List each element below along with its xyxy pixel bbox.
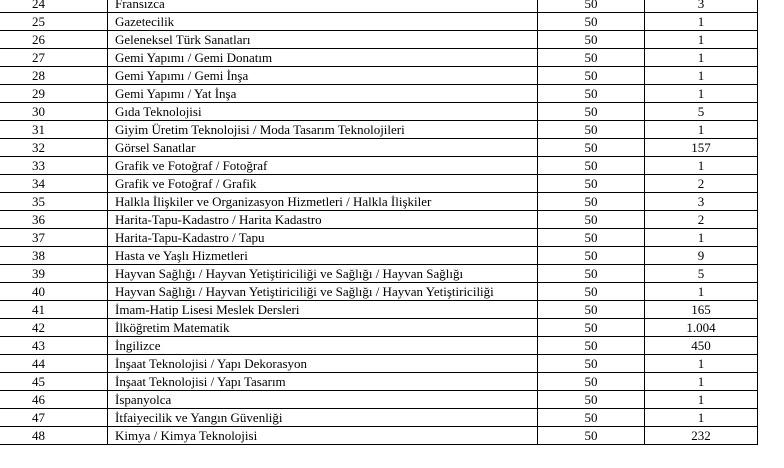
quota-cell: 50 <box>538 319 645 337</box>
quota-cell: 50 <box>538 409 645 427</box>
field-name-cell: Gıda Teknolojisi <box>108 103 538 121</box>
table-row <box>0 103 758 121</box>
row-number-cell: 48 <box>0 427 108 445</box>
row-number-cell: 34 <box>0 175 108 193</box>
table-row <box>0 13 758 31</box>
table-row <box>0 319 758 337</box>
count-cell: 1 <box>645 85 758 103</box>
quota-cell: 50 <box>538 283 645 301</box>
field-name-cell: İspanyolca <box>108 391 538 409</box>
table-row <box>0 373 758 391</box>
count-cell: 1 <box>645 355 758 373</box>
field-name-cell: Halkla İlişkiler ve Organizasyon Hizmetleri / Halkla İlişkiler <box>108 193 538 211</box>
count-cell: 1 <box>645 49 758 67</box>
count-cell: 2 <box>645 175 758 193</box>
count-cell: 1 <box>645 229 758 247</box>
field-name-cell: İlköğretim Matematik <box>108 319 538 337</box>
quota-cell: 50 <box>538 229 645 247</box>
field-name-cell: Harita-Tapu-Kadastro / Harita Kadastro <box>108 211 538 229</box>
count-cell: 5 <box>645 265 758 283</box>
table-row <box>0 427 758 445</box>
count-cell: 1 <box>645 283 758 301</box>
row-number-cell: 40 <box>0 283 108 301</box>
quota-cell: 50 <box>538 85 645 103</box>
field-name-cell: İmam-Hatip Lisesi Meslek Dersleri <box>108 301 538 319</box>
quota-cell: 50 <box>538 211 645 229</box>
row-number-cell: 25 <box>0 13 108 31</box>
row-number-cell: 31 <box>0 121 108 139</box>
row-number-cell: 47 <box>0 409 108 427</box>
quota-cell: 50 <box>538 373 645 391</box>
table-row <box>0 337 758 355</box>
row-number-cell: 45 <box>0 373 108 391</box>
quota-cell: 50 <box>538 247 645 265</box>
row-number-cell: 26 <box>0 31 108 49</box>
row-number-cell: 44 <box>0 355 108 373</box>
table-row <box>0 31 758 49</box>
field-name-cell: Hayvan Sağlığı / Hayvan Yetiştiriciliği ve Sağlığı / Hayvan Sağlığı <box>108 265 538 283</box>
field-name-cell: Gazetecilik <box>108 13 538 31</box>
row-number-cell: 43 <box>0 337 108 355</box>
count-cell: 3 <box>645 193 758 211</box>
table-row <box>0 409 758 427</box>
row-number-cell: 24 <box>0 0 108 13</box>
table-row <box>0 85 758 103</box>
quota-cell: 50 <box>538 193 645 211</box>
quota-cell: 50 <box>538 337 645 355</box>
row-number-cell: 29 <box>0 85 108 103</box>
quota-cell: 50 <box>538 13 645 31</box>
count-cell: 5 <box>645 103 758 121</box>
field-name-cell: İnşaat Teknolojisi / Yapı Dekorasyon <box>108 355 538 373</box>
quota-cell: 50 <box>538 427 645 445</box>
table-row <box>0 193 758 211</box>
field-name-cell: Fransızca <box>108 0 538 13</box>
count-cell: 3 <box>645 0 758 13</box>
row-number-cell: 39 <box>0 265 108 283</box>
field-name-cell: Grafik ve Fotoğraf / Fotoğraf <box>108 157 538 175</box>
count-cell: 1 <box>645 31 758 49</box>
count-cell: 1 <box>645 121 758 139</box>
table-row <box>0 265 758 283</box>
field-name-cell: Harita-Tapu-Kadastro / Tapu <box>108 229 538 247</box>
quota-cell: 50 <box>538 391 645 409</box>
field-name-cell: Grafik ve Fotoğraf / Grafik <box>108 175 538 193</box>
table-row <box>0 157 758 175</box>
table-row <box>0 0 758 13</box>
quota-cell: 50 <box>538 103 645 121</box>
quota-cell: 50 <box>538 157 645 175</box>
row-number-cell: 36 <box>0 211 108 229</box>
row-number-cell: 27 <box>0 49 108 67</box>
table-row <box>0 283 758 301</box>
count-cell: 1 <box>645 373 758 391</box>
count-cell: 1 <box>645 13 758 31</box>
count-cell: 157 <box>645 139 758 157</box>
row-number-cell: 28 <box>0 67 108 85</box>
row-number-cell: 33 <box>0 157 108 175</box>
count-cell: 9 <box>645 247 758 265</box>
row-number-cell: 38 <box>0 247 108 265</box>
table-row <box>0 391 758 409</box>
field-name-cell: Hasta ve Yaşlı Hizmetleri <box>108 247 538 265</box>
row-number-cell: 35 <box>0 193 108 211</box>
table-row <box>0 139 758 157</box>
field-name-cell: Gemi Yapımı / Yat İnşa <box>108 85 538 103</box>
quota-cell: 50 <box>538 355 645 373</box>
count-cell: 1 <box>645 409 758 427</box>
field-name-cell: Hayvan Sağlığı / Hayvan Yetiştiriciliği ve Sağlığı / Hayvan Yetiştiriciliği <box>108 283 538 301</box>
quota-cell: 50 <box>538 265 645 283</box>
field-name-cell: Geleneksel Türk Sanatları <box>108 31 538 49</box>
table-row <box>0 229 758 247</box>
row-number-cell: 32 <box>0 139 108 157</box>
quota-cell: 50 <box>538 301 645 319</box>
field-name-cell: Gemi Yapımı / Gemi Donatım <box>108 49 538 67</box>
row-number-cell: 46 <box>0 391 108 409</box>
table-row <box>0 211 758 229</box>
row-number-cell: 37 <box>0 229 108 247</box>
table-row <box>0 355 758 373</box>
count-cell: 450 <box>645 337 758 355</box>
quota-cell: 50 <box>538 175 645 193</box>
table-row <box>0 67 758 85</box>
field-name-cell: Gemi Yapımı / Gemi İnşa <box>108 67 538 85</box>
table-row <box>0 121 758 139</box>
table-row <box>0 247 758 265</box>
quota-cell: 50 <box>538 49 645 67</box>
quota-cell: 50 <box>538 121 645 139</box>
count-cell: 232 <box>645 427 758 445</box>
count-cell: 1.004 <box>645 319 758 337</box>
count-cell: 165 <box>645 301 758 319</box>
field-name-cell: Giyim Üretim Teknolojisi / Moda Tasarım Teknolojileri <box>108 121 538 139</box>
quota-cell: 50 <box>538 0 645 13</box>
table-row <box>0 301 758 319</box>
quota-cell: 50 <box>538 67 645 85</box>
row-number-cell: 41 <box>0 301 108 319</box>
field-name-cell: İnşaat Teknolojisi / Yapı Tasarım <box>108 373 538 391</box>
count-cell: 1 <box>645 157 758 175</box>
table-row <box>0 49 758 67</box>
field-name-cell: İtfaiyecilik ve Yangın Güvenliği <box>108 409 538 427</box>
quota-cell: 50 <box>538 31 645 49</box>
quota-cell: 50 <box>538 139 645 157</box>
field-name-cell: Kimya / Kimya Teknolojisi <box>108 427 538 445</box>
row-number-cell: 42 <box>0 319 108 337</box>
count-cell: 1 <box>645 67 758 85</box>
count-cell: 2 <box>645 211 758 229</box>
field-name-cell: Görsel Sanatlar <box>108 139 538 157</box>
row-number-cell: 30 <box>0 103 108 121</box>
count-cell: 1 <box>645 391 758 409</box>
field-name-cell: İngilizce <box>108 337 538 355</box>
table-row <box>0 175 758 193</box>
